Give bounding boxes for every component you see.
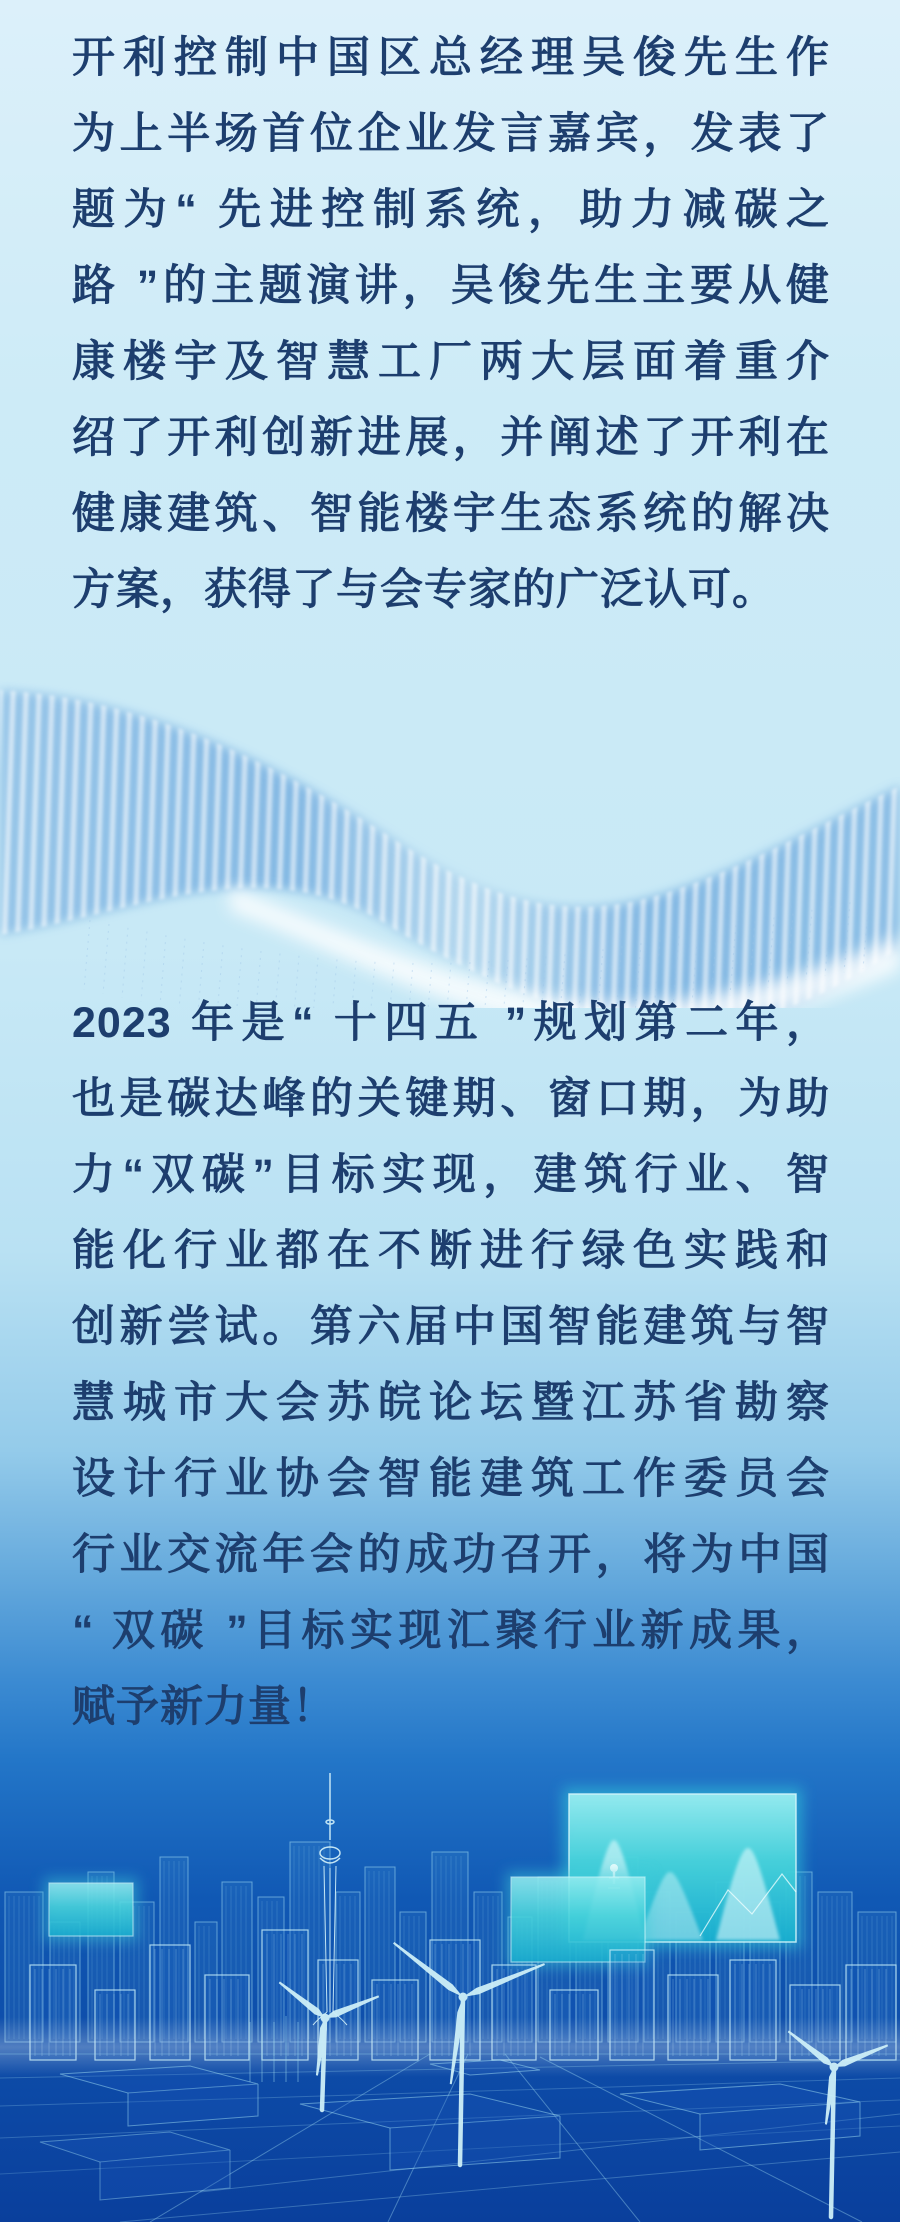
data-panel-medium [511, 1877, 645, 1962]
text-line: 路 ”的主题演讲，吴俊先生主要从健 [72, 262, 830, 310]
text-line: 能化行业都在不断进行绿色实践和 [72, 1227, 830, 1275]
text-line: “ 双碳 ”目标实现汇聚行业新成果， [72, 1607, 830, 1655]
text-line: 行业交流年会的成功召开，将为中国 [72, 1531, 830, 1579]
text-line: 创新尝试。第六届中国智能建筑与智 [72, 1303, 830, 1351]
text-line: 为上半场首位企业发言嘉宾，发表了 [72, 110, 830, 158]
wave-ribbon-graphic [0, 618, 900, 1008]
text-line: 绍了开利创新进展，并阐述了开利在 [72, 414, 830, 462]
text-line: 赋予新力量！ [72, 1683, 336, 1731]
text-line: 开利控制中国区总经理吴俊先生作 [72, 34, 830, 82]
text-line: 康楼宇及智慧工厂两大层面着重介 [72, 338, 830, 386]
smart-city-graphic [0, 1722, 900, 2222]
text-line: 2023 年是“ 十四五 ”规划第二年， [72, 999, 830, 1047]
text-line: 也是碳达峰的关键期、窗口期，为助 [72, 1075, 830, 1123]
text-line: 设计行业协会智能建筑工作委员会 [72, 1455, 830, 1503]
text-line: 慧城市大会苏皖论坛暨江苏省勘察 [72, 1379, 830, 1427]
text-line: 题为“ 先进控制系统，助力减碳之 [72, 186, 830, 234]
data-panel-small [49, 1883, 133, 1936]
text-line: 方案，获得了与会专家的广泛认可。 [72, 566, 776, 614]
paragraph-summary [72, 985, 830, 1745]
text-line: 健康建筑、智能楼宇生态系统的解决 [72, 490, 830, 538]
paragraph-speech [72, 20, 830, 628]
text-line: 力“双碳”目标实现，建筑行业、智 [72, 1151, 830, 1199]
